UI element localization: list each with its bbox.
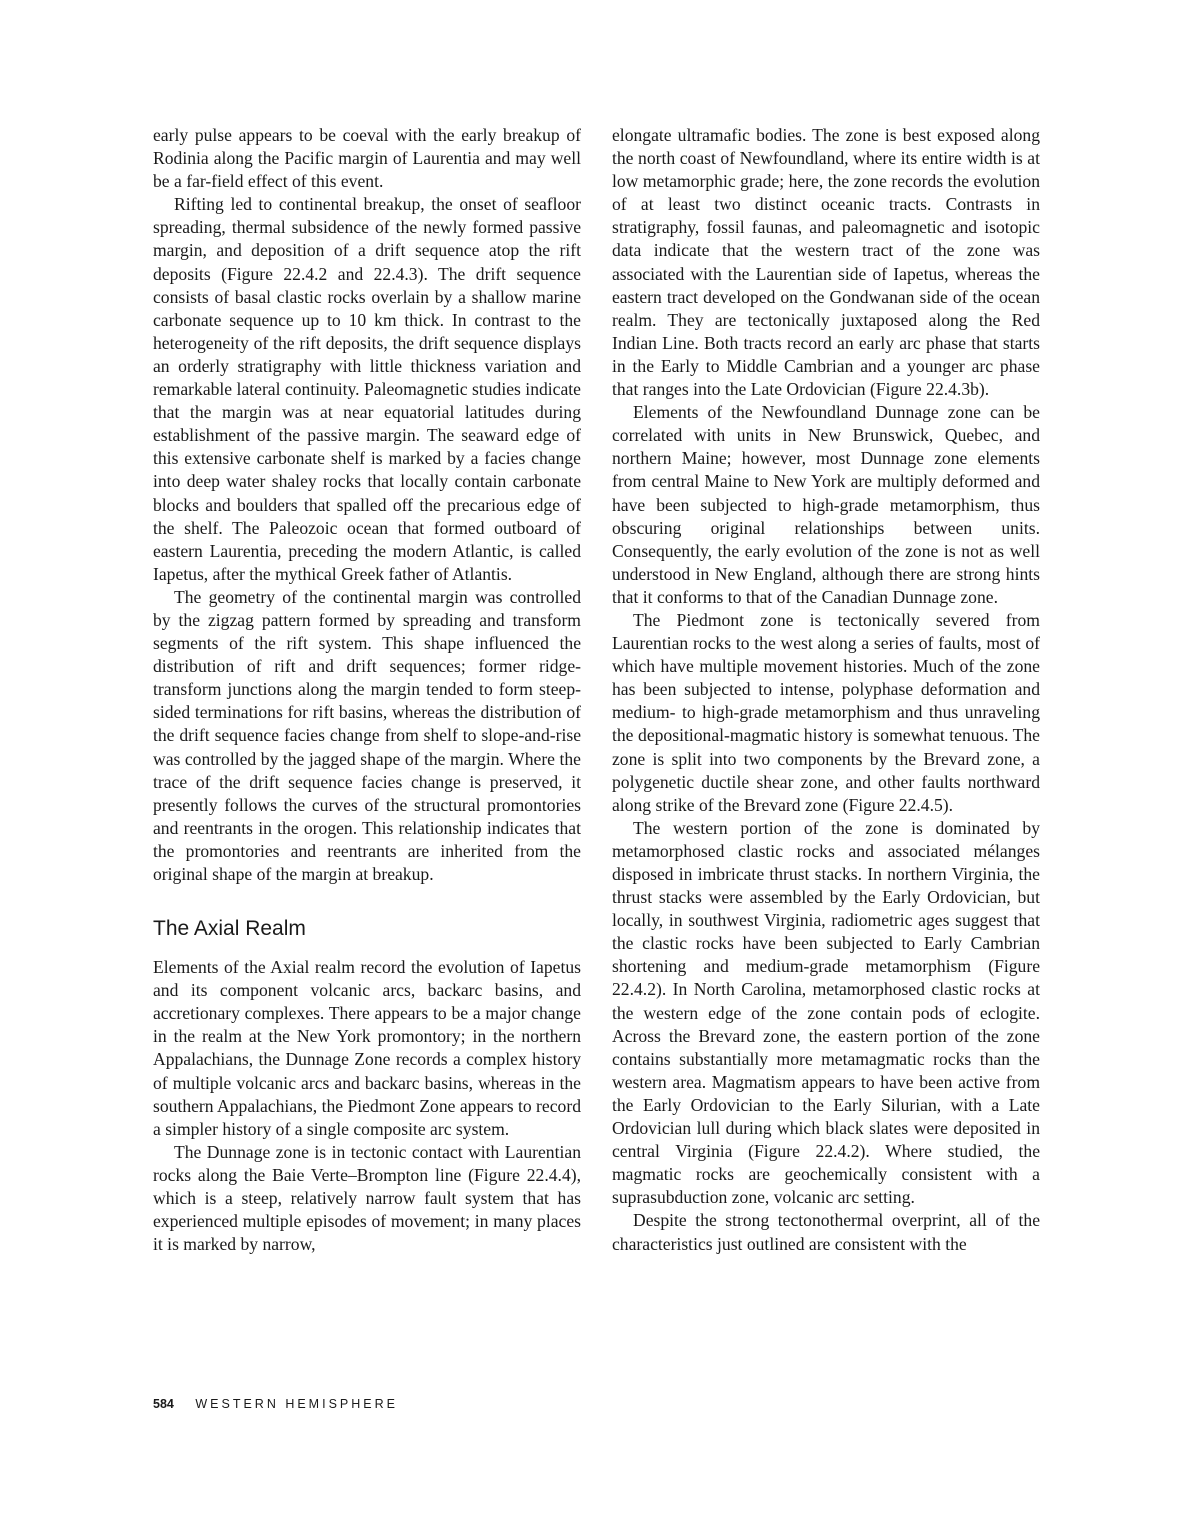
page-footer [153,1397,398,1411]
body-paragraph: The geometry of the continental margin was controlled by the zigzag pattern formed by spreading and transform segments of the rift system. This shape influenced the distribution of rift and drift sequences; former ridge-transform junctions along the margin tended to form steep-sided terminations for rift basins, whereas the distribution of the drift sequence facies change from shelf to slope-and-rise was controlled by the jagged shape of the margin. Where the trace of the drift sequence facies change is preserved, it presently follows the curves of the structural promontories and reentrants in the orogen. This relationship indicates that the promontories and reentrants are inherited from the original shape of the margin at breakup. [153,586,581,884]
section-heading: The Axial Realm [153,917,306,941]
page-number: 584 [153,1397,174,1411]
body-paragraph: elongate ultramafic bodies. The zone is best exposed along the north coast of Newfoundland, where its entire width is at low metamorphic grade; here, the zone records the evolution of at least two distinct oceanic tracts. Contrasts in stratigraphy, fossil faunas, and paleomagnetic and isotopic data indicate that the western tract of the zone was associated with the Laurentian side of Iapetus, whereas the eastern tract developed on the Gondwanan side of the ocean realm. They are tectonically juxtaposed along the Red Indian Line. Both tracts record an early arc phase that starts in the Early to Middle Cambrian and a younger arc phase that ranges into the Late Ordovician (Figure 22.4.3b). [612,125,1040,400]
body-paragraph: The western portion of the zone is dominated by metamorphosed clastic rocks and associated mélanges disposed in imbricate thrust stacks. In northern Virginia, the thrust stacks were assembled by the Early Ordovician, but locally, in southwest Virginia, radiometric ages suggest that the clastic rocks have been subjected to Early Cambrian shortening and medium-grade metamorphism (Figure 22.4.2). In North Carolina, metamorphosed clastic rocks at the western edge of the zone contain pods of eclogite. Across the Brevard zone, the eastern portion of the zone contains substantially more metamagmatic rocks than the western area. Magmatism appears to have been active from the Early Ordovician to the Early Silurian, with a Late Ordovician lull during which black slates were deposited in central Virginia (Figure 22.4.2). Where studied, the magmatic rocks are geochemically consistent with a suprasubduction zone, volcanic arc setting. [612,817,1040,1208]
body-paragraph: Rifting led to continental breakup, the onset of seafloor spreading, thermal subsidence of the newly formed passive margin, and deposition of a drift sequence atop the rift deposits (Figure 22.4.2 and 22.4.3). The drift sequence consists of basal clastic rocks overlain by a shallow marine carbonate sequence up to 10 km thick. In contrast to the heterogeneity of the rift deposits, the drift sequence displays an orderly stratigraphy with little thickness variation and remarkable lateral continuity. Paleomagnetic studies indicate that the margin was at near equatorial latitudes during establishment of the passive margin. The seaward edge of this extensive carbonate shelf is marked by a facies change into deep water shaley rocks that locally contain carbonate blocks and boulders that spalled off the precarious edge of the shelf. The Paleozoic ocean that formed outboard of eastern Laurentia, preceding the modern Atlantic, is called Iapetus, after the mythical Greek father of Atlantis. [153,194,581,584]
body-paragraph: Elements of the Newfoundland Dunnage zone can be correlated with units in New Brunswick, Quebec, and northern Maine; however, most Dunnage zone elements from central Maine to New York are multiply deformed and have been subjected to high-grade metamorphism, thus obscuring original relationships between units. Consequently, the early evolution of the zone is not as well understood in New England, although there are strong hints that it conforms to that of the Canadian Dunnage zone. [612,402,1040,607]
body-paragraph: The Dunnage zone is in tectonic contact with Laurentian rocks along the Baie Verte–Brompton line (Figure 22.4.4), which is a steep, relatively narrow fault system that has experienced multiple episodes of movement; in many places it is marked by narrow, [153,1141,581,1255]
body-paragraph: Elements of the Axial realm record the evolution of Iapetus and its component volcanic arcs, backarc basins, and accretionary complexes. There appears to be a major change in the realm at the New York promontory; in the northern Appalachians, the Dunnage Zone records a complex history of multiple volcanic arcs and backarc basins, whereas in the southern Appalachians, the Piedmont Zone appears to record a simpler history of a single composite arc system. [153,957,581,1139]
right-column [612,124,1040,1256]
left-column [153,124,581,1256]
body-paragraph: The Piedmont zone is tectonically severed from Laurentian rocks to the west along a series of faults, most of which have multiple movement histories. Much of the zone has been subjected to intense, polyphase deformation and medium- to high-grade metamorphism and thus unraveling the depositional-magmatic history is somewhat tenuous. The zone is split into two components by the Brevard zone, a polygenetic ductile shear zone, and other faults northward along strike of the Brevard zone (Figure 22.4.5). [612,609,1040,815]
body-paragraph: Despite the strong tectonothermal overprint, all of the characteristics just outlined are consistent with the [612,1210,1040,1254]
body-paragraph: early pulse appears to be coeval with the early breakup of Rodinia along the Pacific margin of Laurentia and may well be a far-field effect of this event. [153,125,581,192]
running-head: WESTERN HEMISPHERE [195,1397,398,1411]
